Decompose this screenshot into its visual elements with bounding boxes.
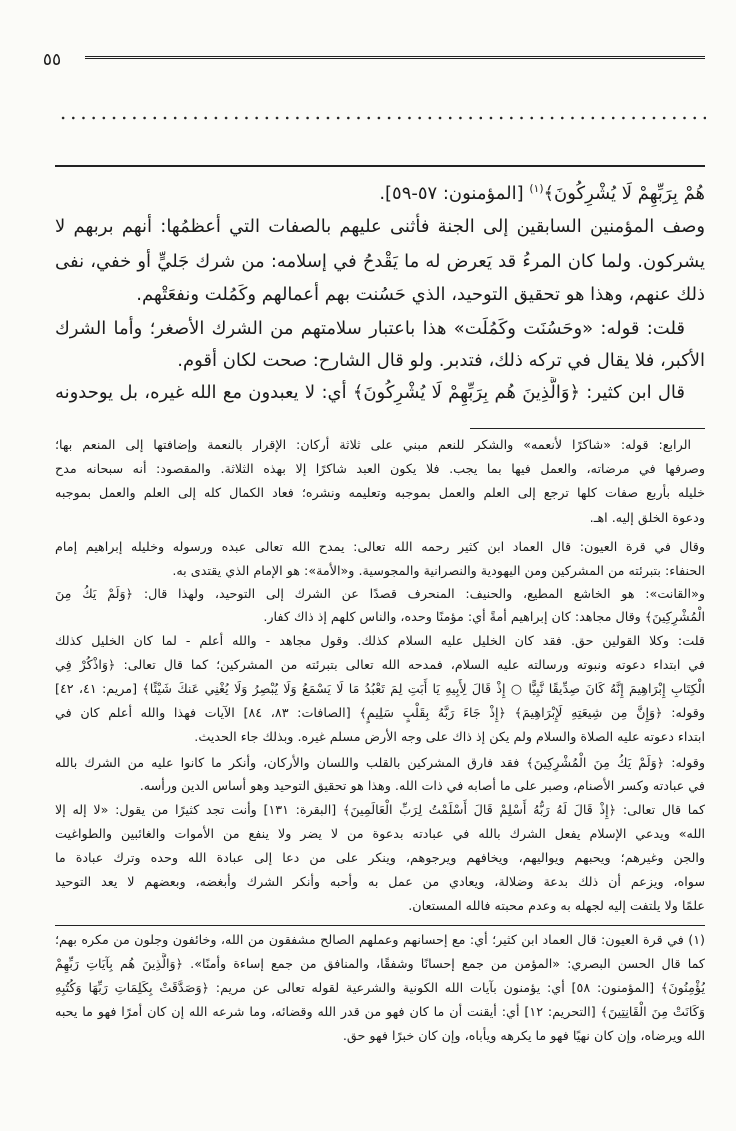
footnote-line: الله ويرضاه، وإن كان نهيًا فهو ما يكرهه ويأباه، وإن كان خبرًا فهو حق. [342,1029,705,1044]
note-line: في ابتداء دعوته ونبوته ورسالته عليه السلام، فمدحه الله تعالى بتبرئته من المشركين؛ كما قال تعالى: ﴿وَاذْكُرْ فِي [55,658,705,673]
note-line: والجن وغيرهم؛ ويحبهم ويواليهم، ويخافهم ويرجوهم، وينكر على من دعا إلى عبادة الله وحده وترك عبادة ما [55,851,705,866]
note-line: و«القانت»: هو الخاشع المطيع، والحنيف: المنحرف قصدًا عن الشرك إلى التوحيد، ولهذا قال: ﴿وَلَمْ يَكُ مِنَ [55,587,705,602]
note-line: وقوله: ﴿وَإِنَّ مِن شِيعَتِهِ لَإِبْرَاهِيمَ﴾ ﴿إِذْ جَاءَ رَبَّهُ بِقَلْبٍ سَلِيمٍ﴾ [الصافات: ٨٣، ٨٤] الآيات فهذا والله أعلم كان في [55,706,705,721]
note-line: الله» ويدعي الإسلام يفعل الشرك بالله في عبادته بدعوة من لا يضر ولا ينفع من الأموات والغائبين والطواغيت [55,827,705,842]
note-line: الْمُشْرِكِينَ﴾ وقال مجاهد: كان إبراهيم أمةً أي: مؤمنًا وحده، والناس كلهم إذ ذاك كفار. [263,610,705,625]
note-line: كما قال تعالى: ﴿إِذْ قَالَ لَهُ رَبُّهُ أَسْلِمْ قَالَ أَسْلَمْتُ لِرَبِّ الْعَالَمِينَ﴾ [البقرة: ١٣١] وأنت تجد كثيرًا من يقول: «لا إله إلا [55,803,705,818]
note-line: وقال في قرة العيون: قال العماد ابن كثير رحمه الله تعالى: يمدح الله تعالى عبده ورسوله وخليله إبراهيم إمام [55,540,705,555]
note-line: في عبادته وكسر الأصنام، وصبر على ما أصابه في ذات الله. وهذا هو تحقيق التوحيد وهو أساس الدين ورأسه. [139,779,705,794]
note-line: ابتداء دعوته عليه الصلاة والسلام ولم يكن إذ ذاك على وجه الأرض مسلم غيره. وبذلك جاء الحديث. [194,730,705,745]
page-number: ٥٥ [42,50,62,70]
main-text-line: وصف المؤمنين السابقين إلى الجنة فأثنى عليهم بالصفات التي أعظمُها: أنهم بربهم لا [55,216,705,237]
footnote-line: (١) في قرة العيون: قال العماد ابن كثير؛ أي: مع إحسانهم وعملهم الصالح مشفقون من الله، وخائفون وجلون من مكره بهم؛ [55,933,705,948]
main-text-line: قلت: قوله: «وحَسُنَت وكَمُلَت» هذا باعتبار سلامتهم من الشرك الأصغر؛ وأما الشرك [55,318,685,339]
main-text-line: قال ابن كثير: ﴿وَالَّذِينَ هُم بِرَبِّهِمْ لَا يُشْرِكُونَ﴾ أي: لا يعبدون مع الله غيره، بل يوحدونه [55,382,685,403]
note-line: وقوله: ﴿وَلَمْ يَكُ مِنَ الْمُشْرِكِينَ﴾ فقد فارق المشركين بالقلب واللسان والأركان، وأنكر ما كانوا عليه من الشرك بالله [55,756,705,771]
footnote-separator [470,428,705,429]
footnote-ref: (١) [529,182,544,196]
header-double-rule [85,56,705,59]
note-line: الْكِتَابِ إِبْرَاهِيمَ إِنَّهُ كَانَ صِدِّيقًا نَّبِيًّا ○ إِذْ قَالَ لِأَبِيهِ يَا أَبَتِ لِمَ تَعْبُدُ مَا لَا يَسْمَعُ وَلَا يُبْصِرُ وَلَا يُغْنِي عَنكَ شَيْئًا﴾ [مريم: ٤١، ٤٢] [55,682,705,697]
main-text-line [55,178,705,210]
note-line: خليله بأربع صفات كلها ترجع إلى العلم والعمل بموجبه وتعليمه ونشره؛ فعاد الكمال كله إلى العلم والعمل بموجبه [55,486,705,501]
verse-citation: [المؤمنون: ٥٧-٥٩]. [379,183,530,204]
note-line: الحنفاء: بتبرئته من المشركين ومن اليهودية والنصرانية والمجوسية. و«الأمة»: هو الإمام الذي يقتدى به. [172,564,705,579]
footnote-line: يُؤْمِنُونَ﴾ [المؤمنون: ٥٨] أي: يؤمنون بآيات الله الكونية والشرعية لقوله تعالى عن مريم: ﴿وَصَدَّقَتْ بِكَلِمَاتِ رَبِّهَا وَكُتُبِهِ [55,981,705,996]
note-line: سواه، ويزعم أن ذلك بدعة وضلالة، ويعادي من عمل به وأحبه وأنكر الشرك وأبغضه، وبعضهم لا يعد التوحيد [55,875,705,890]
dotted-separator [58,116,706,120]
note-line: علمًا ولا يلتفت إليه لجهله به وعدم محبته فالله المستعان. [408,899,705,914]
footnote-rule [55,925,705,926]
note-line: ودعوة الخلق إليه. اهـ. [589,511,705,526]
footnote-line: وَكَانَتْ مِنَ الْقَانِتِينَ﴾ [التحريم: ١٢] أي: أيقنت أن ما كان فهو من قدر الله وقضائه، وما شرعه الله إن كان أمرًا فهو ما يحبه [55,1005,705,1020]
note-line: وصرفها في مرضاته، والعمل فيها بما يجب. فلا يكون العبد شاكرًا إلا بهذه الثلاثة. والمقصود: أنه سبحانه مدح [55,462,705,477]
main-text-line: يشركون. ولما كان المرءُ قد يَعرض له ما يَقْدحُ في إسلامه: من شرك جَليٍّ أو خفي، نفى [55,251,705,272]
verse-fragment: هُمْ بِرَبِّهِمْ لَا يُشْرِكُونَ﴾ [543,183,705,204]
main-text-line: ذلك عنهم، وهذا هو تحقيق التوحيد، الذي حَسُنت بهم أعمالهم وكَمُلت ونفعَتْهم. [136,284,705,305]
footnote-line: كما قال الحسن البصري: «المؤمن من جمع إحسانًا وشفقًا، والمنافق من جمع إساءة وأمنًا». ﴿وَالَّذِينَ هُم بِآيَاتِ رَبِّهِمْ [55,957,705,972]
note-line: قلت: وكلا القولين حق. فقد كان الخليل عليه السلام كذلك. وقول مجاهد - والله أعلم - لما كان الخليل كذلك [55,634,705,649]
main-text-line: الأكبر، فلا يقال في تركه ذلك، فتدبر. ولو قال الشارح: صحت لكان أقوم. [177,350,705,371]
note-line: الرابع: قوله: «شاكرًا لأنعمه» والشكر للنعم مبني على ثلاثة أركان: الإقرار بالنعمة وإضافتها إلى المنعم بها؛ [55,438,691,453]
section-rule [55,165,705,167]
